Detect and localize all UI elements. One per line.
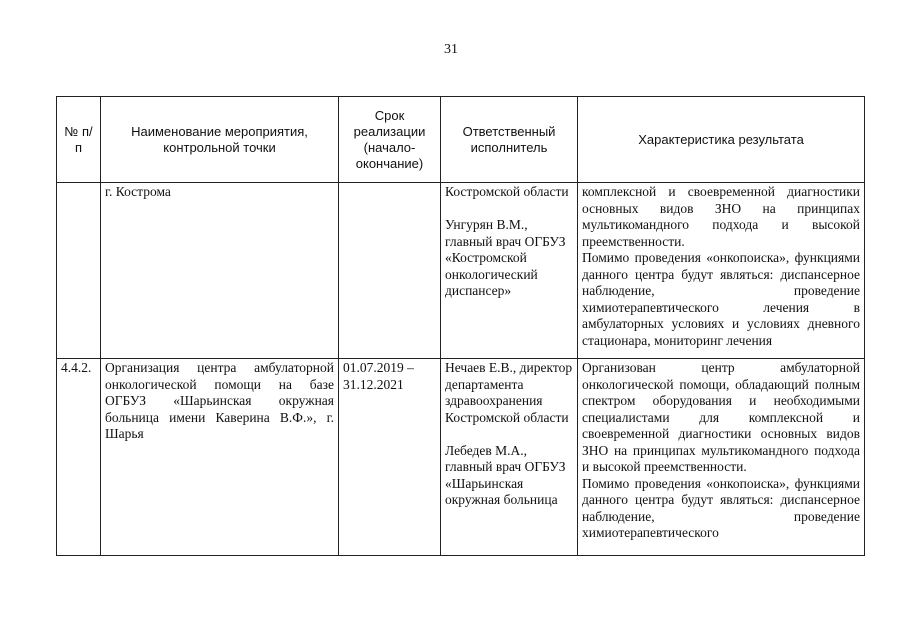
responsible-part2-name <box>445 217 573 234</box>
row-result <box>578 359 865 556</box>
row-responsible <box>441 183 578 359</box>
row-num <box>57 183 101 359</box>
responsible-part1: Нечаев Е.В., директор департамента здравоохранения Костромской области <box>445 360 573 425</box>
table-header-row <box>57 97 865 183</box>
header-responsible: Ответственный исполнитель <box>441 97 578 183</box>
result-part2: Помимо проведения «онкопоиска», функциями данного центра будут являться: диспансерное наблюдение, проведение химиотерапевтического лечения в амбулаторных условиях и условиях дневного стационара, мониторинг лечения <box>582 250 860 348</box>
page-number: 31 <box>444 42 458 57</box>
row-result <box>578 183 865 359</box>
header-term: Срок реализации (начало-окончание) <box>339 97 441 183</box>
table-row <box>57 183 865 359</box>
row-name: Организация центра амбулаторной онкологической помощи на базе ОГБУЗ «Шарьинская окружная больница имени Каверина В.Ф.», г. Шарья <box>101 359 339 556</box>
responsible-part2-rest: главный врач ОГБУЗ «Костромской онкологический диспансер» <box>445 233 566 298</box>
table-row <box>57 359 865 556</box>
row-responsible <box>441 359 578 556</box>
responsible-part2-rest: главный врач ОГБУЗ «Шарьинская окружная больница <box>445 459 566 507</box>
header-result: Характеристика результата <box>578 97 865 183</box>
result-part1: комплексной и своевременной диагностики основных видов ЗНО на принципах мультикомандного подхода и высокой преемственности. <box>582 184 860 249</box>
row-term <box>339 183 441 359</box>
header-num: № п/п <box>57 97 101 183</box>
responsible-name-text: Лебедев М.А., <box>445 442 528 458</box>
row-name: г. Кострома <box>101 183 339 359</box>
result-part2: Помимо проведения «онкопоиска», функциями данного центра будут являться: диспансерное наблюдение, проведение химиотерапевтического <box>582 475 860 540</box>
result-part1: Организован центр амбулаторной онкологической помощи, обладающий полным спектром оборудования и необходимыми специалистами для комплексной и своевременной диагностики основных видов ЗНО на принципах мультикомандного подхода и высокой преемственности. <box>582 360 860 474</box>
responsible-part2-name <box>445 443 573 460</box>
row-term: 01.07.2019 – 31.12.2021 <box>339 359 441 556</box>
responsible-name-text: Унгурян В.М., <box>445 217 528 232</box>
responsible-part1: Костромской области <box>445 184 569 199</box>
activities-table <box>56 96 865 556</box>
header-name: Наименование мероприятия, контрольной точки <box>101 97 339 183</box>
row-num: 4.4.2. <box>57 359 101 556</box>
